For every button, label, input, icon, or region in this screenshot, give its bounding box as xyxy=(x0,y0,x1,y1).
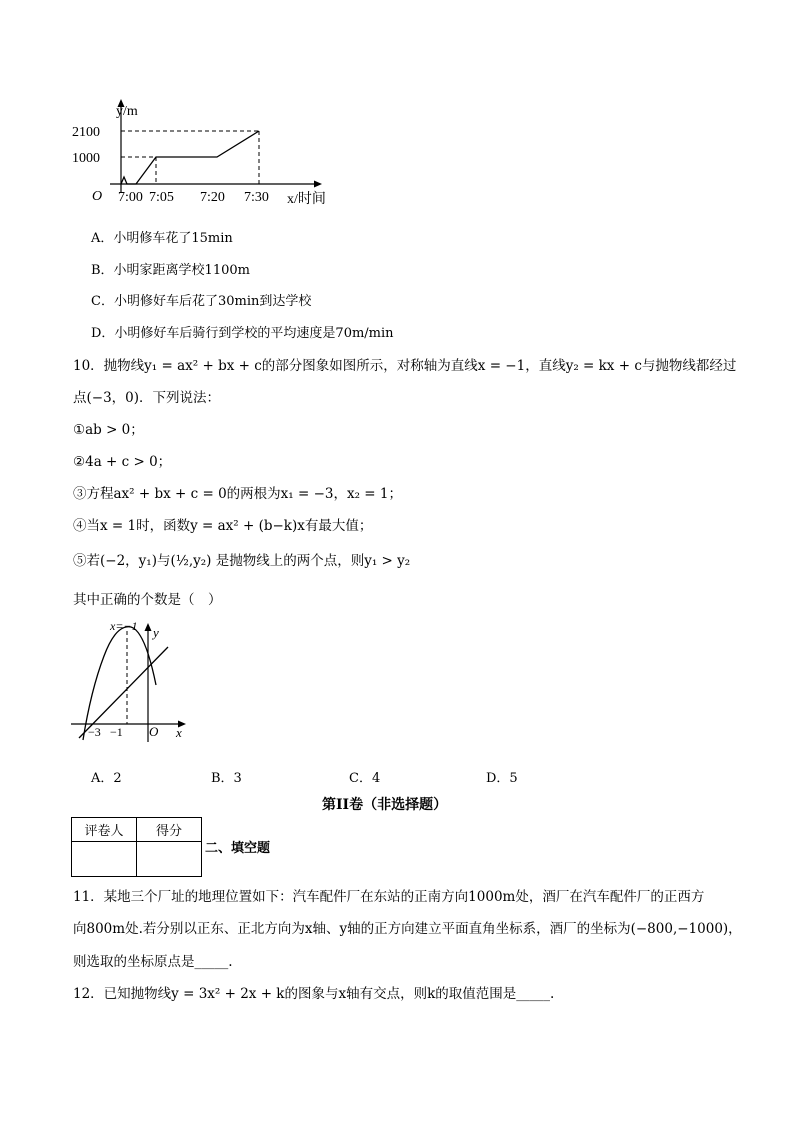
graph2-origin: O xyxy=(149,724,159,739)
q10-statement-3: ③方程ax² + bx + c = 0的两根为x₁ = −3，x₂ = 1； xyxy=(73,486,402,502)
graph1-origin: O xyxy=(92,189,103,204)
x-axis-arrow xyxy=(314,181,322,188)
graph1-x-label: x/时间 xyxy=(287,192,326,207)
q10-question: 其中正确的个数是（ ） xyxy=(73,592,222,608)
q11-line2: 向800m处.若分别以正东、正北方向为x轴、y轴的正方向建立平面直角坐标系，酒厂的坐标为(−800,−1000)， xyxy=(73,921,742,937)
section-title: 第II卷（非选择题） xyxy=(322,797,448,813)
graph1-x-tick-720: 7:20 xyxy=(200,190,225,205)
q11-line3: 则选取的坐标原点是_____. xyxy=(73,954,233,970)
q10-statement-5: ⑤若(−2，y₁)与(½,y₂) 是抛物线上的两个点，则y₁ > y₂ xyxy=(73,553,411,569)
q9-option-c: C．小明修好车后花了30min到达学校 xyxy=(91,294,312,309)
graph1-y-tick-1000: 1000 xyxy=(72,151,100,166)
graph2-x-label: x xyxy=(176,725,182,740)
score-table xyxy=(71,817,202,877)
score-table-grader-cell[interactable] xyxy=(72,842,137,877)
y-axis-arrow xyxy=(145,623,152,631)
fill-blank-heading: 二、填空题 xyxy=(205,841,271,856)
q10-statement-2: ②4a + c > 0； xyxy=(73,454,172,470)
q11-line1: 11．某地三个厂址的地理位置如下：汽车配件厂在东站的正南方向1000m处，酒厂在汽车配件厂的正西方 xyxy=(73,889,705,905)
q10-option-c: C．4 xyxy=(349,771,381,786)
q10-option-a: A．2 xyxy=(91,771,122,786)
score-table-score-header: 得分 xyxy=(137,818,202,842)
q9-option-b: B．小明家距离学校1100m xyxy=(91,263,250,278)
score-table-score-cell[interactable] xyxy=(137,842,202,877)
q10-statement-4: ④当x = 1时，函数y = ax² + (b−k)x有最大值； xyxy=(73,518,373,534)
q10-option-b: B．3 xyxy=(211,771,242,786)
graph1-x-tick-730: 7:30 xyxy=(244,190,269,205)
q10-stem-line2: 点(−3，0)．下列说法： xyxy=(73,390,221,406)
score-table-grader-header: 评卷人 xyxy=(72,818,137,842)
graph1-y-tick-2100: 2100 xyxy=(72,125,100,140)
graph1-x-tick-705: 7:05 xyxy=(149,190,174,205)
q10-option-d: D．5 xyxy=(486,771,518,786)
graph1-y-label: y/m xyxy=(116,104,138,119)
q12-line1: 12．已知抛物线y = 3x² + 2x + k的图象与x轴有交点，则k的取值范围是_____. xyxy=(73,986,555,1002)
distance-line xyxy=(121,131,259,184)
distance-time-graph xyxy=(60,95,350,215)
q10-stem-line1: 10．抛物线y₁ = ax² + bx + c的部分图象如图所示，对称轴为直线x = −1，直线y₂ = kx + c与抛物线都经过 xyxy=(73,358,737,374)
graph1-x-tick-700: 7:00 xyxy=(118,190,143,205)
graph2-tick-neg3: −3 xyxy=(88,725,101,739)
parabola-graph xyxy=(65,617,195,747)
graph2-y-label: y xyxy=(153,625,159,640)
graph2-tick-neg1: −1 xyxy=(110,725,123,739)
q10-statement-1: ①ab > 0； xyxy=(73,422,144,438)
graph2-symmetry-label: x=−1 xyxy=(110,619,138,633)
q9-option-a: A．小明修车花了15min xyxy=(91,231,233,246)
q9-option-d: D．小明修好车后骑行到学校的平均速度是70m/min xyxy=(91,326,394,341)
